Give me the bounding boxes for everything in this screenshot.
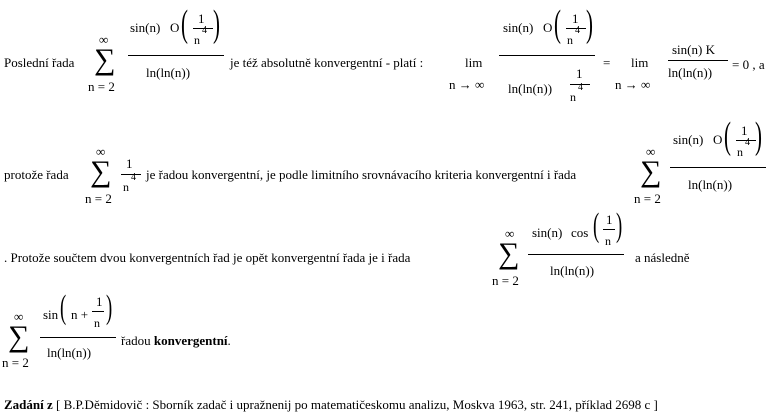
text-p1-eq2: = 0 , a [732,57,765,72]
math-big-o: O [170,20,180,35]
math-rparen: ) [213,3,220,45]
sum-sign: ∑ [90,155,112,188]
sum-sign: ∑ [94,43,116,76]
math-sin-n: sin(n) [130,20,161,35]
sum-lower: n = 2 [492,273,519,288]
sum-upper-inf: ∞ [99,32,109,47]
text-p2-mid: je řadou konvergentní, je podle limitního srovnávacího kriteria konvergentní i řada [146,167,577,182]
math-n: n [194,33,200,47]
text-p3-end: a následně [635,250,690,265]
sum-upper-inf: ∞ [646,144,656,159]
lim-2-sub: n → ∞ [615,77,651,92]
math-exp-4: 4 [578,82,583,93]
sum-lower: n = 2 [88,79,115,94]
text-p3-intro: . Protože součtem dvou konvergentních řad je opět konvergentní řada je i řada [4,250,411,265]
math-exp-4: 4 [202,25,207,36]
math-rparen: ) [106,289,113,326]
sum-sign: ∑ [640,155,662,188]
text-p2-intro: protože řada [4,167,69,182]
math-sin-n-K: sin(n) K [672,42,715,57]
footer-bold: Zadání z [4,397,53,412]
sum-upper-inf: ∞ [505,226,515,241]
sum-sign: ∑ [498,237,520,270]
sum-upper-inf: ∞ [14,309,24,324]
math-exp-4: 4 [745,137,750,148]
math-n: n [123,180,129,194]
math-n: n [737,145,743,159]
text-p1-eq1: = [603,55,611,70]
lim-2: lim [631,55,649,70]
math-one: 1 [572,11,579,26]
math-one: 1 [198,11,205,26]
math-big-o: O [713,132,723,147]
math-n: n [605,234,611,248]
math-n: n [570,90,576,104]
sum-lower: n = 2 [85,191,112,206]
lim-1-sub: n → ∞ [449,77,485,92]
math-one: 1 [741,123,748,138]
math-n: n [94,316,100,330]
math-cos: cos [571,225,589,240]
math-rparen: ) [616,207,623,244]
math-rparen: ) [755,115,762,157]
math-n-plus: n + [71,307,89,322]
math-sin: sin [43,307,59,322]
math-rparen: ) [586,3,593,45]
math-lparen: ( [593,207,600,244]
math-one: 1 [606,212,613,227]
math-sin-n: sin(n) [673,132,704,147]
math-lnln: ln(ln(n)) [508,81,553,96]
math-sin-n: sin(n) [532,225,563,240]
sum-lower: n = 2 [634,191,661,206]
math-lparen: ( [60,289,67,326]
sum-lower: n = 2 [2,355,29,370]
lim-1: lim [465,55,483,70]
math-n: n [567,33,573,47]
math-lparen: ( [724,115,731,157]
math-big-o: O [543,20,553,35]
math-one: 1 [96,294,103,309]
text-p1-intro: Poslední řada [4,55,75,70]
math-exp-4: 4 [131,172,136,183]
footer-ref: [ B.P.Děmidovič : Sborník zadač i upražnenij po matematičeskomu analizu, Moskva 1963, str. 241, příklad 2698 c ] [52,397,658,412]
math-lnln: ln(ln(n)) [146,65,191,80]
math-one: 1 [126,156,133,171]
text-p1-mid: je též absolutně konvergentní - platí : [230,55,424,70]
math-lparen: ( [181,3,188,45]
math-sin-n: sin(n) [503,20,534,35]
sum-upper-inf: ∞ [96,144,106,159]
text-p4-end: řadou konvergentní. [121,333,231,348]
math-one: 1 [576,66,583,81]
sum-sign: ∑ [8,320,30,353]
math-lnln: ln(ln(n)) [550,263,595,278]
math-lnln: ln(ln(n)) [668,65,713,80]
math-lparen: ( [554,3,561,45]
math-exp-4: 4 [575,25,580,36]
math-lnln: ln(ln(n)) [688,177,733,192]
math-lnln: ln(ln(n)) [47,345,92,360]
